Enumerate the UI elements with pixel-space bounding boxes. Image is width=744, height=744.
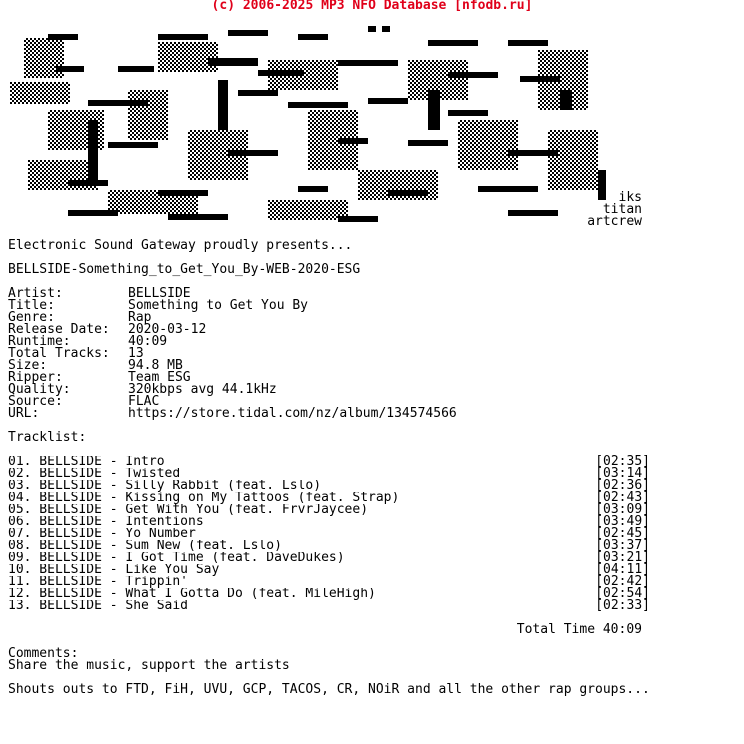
track-time: [02:33]	[595, 598, 650, 613]
track-name: 07. BELLSIDE - Yo Number	[8, 528, 196, 540]
info-label: Ripper:	[8, 370, 63, 385]
track-time: [04:11]	[595, 562, 650, 577]
info-label: Runtime:	[8, 334, 71, 349]
credit-line: titan	[602, 202, 642, 217]
info-label: Title:	[8, 298, 55, 313]
credit-line: iks	[618, 190, 642, 205]
info-row	[8, 372, 738, 384]
track-time: [02:43]	[595, 490, 650, 505]
track-time: [02:54]	[595, 586, 650, 601]
track-time: [02:35]	[595, 454, 650, 469]
release-name: BELLSIDE-Something_to_Get_You_By-WEB-2020-ESG	[8, 262, 361, 277]
info-row	[8, 288, 738, 300]
info-value: 94.8 MB	[128, 358, 183, 373]
track-name: 13. BELLSIDE - She Said	[8, 600, 189, 612]
nfodb-header: (c) 2006-2025 MP3 NFO Database [nfodb.ru]	[211, 0, 533, 13]
info-value: Rap	[128, 310, 152, 325]
shouts-text: Shouts outs to FTD, FiH, UVU, GCP, TACOS, CR, NOiR and all the other rap groups...	[8, 682, 650, 697]
track-name: 01. BELLSIDE - Intro	[8, 456, 165, 468]
info-value: 2020-03-12	[128, 322, 207, 337]
info-row	[8, 300, 738, 312]
nfo-text	[8, 240, 738, 696]
info-value: Team ESG	[128, 370, 191, 385]
track-time: [03:14]	[595, 466, 650, 481]
intro-line: Electronic Sound Gateway proudly presents...	[8, 238, 353, 253]
track-name: 05. BELLSIDE - Get With You (feat. FrvrJaycee)	[8, 504, 369, 516]
info-label: Genre:	[8, 310, 55, 325]
info-row	[8, 348, 738, 360]
tracklist	[8, 456, 738, 612]
track-time: [03:09]	[595, 502, 650, 517]
track-name: 03. BELLSIDE - Silly Rabbit (feat. Lslo)	[8, 480, 322, 492]
tracklist-label: Tracklist:	[8, 430, 87, 445]
comments-label: Comments:	[8, 646, 79, 661]
total-time: Total Time 40:09	[516, 622, 642, 637]
info-value: FLAC	[128, 394, 160, 409]
info-row	[8, 384, 738, 396]
info-label: Release Date:	[8, 322, 110, 337]
info-label: URL:	[8, 406, 40, 421]
info-value: 40:09	[128, 334, 168, 349]
track-name: 04. BELLSIDE - Kissing on My Tattoos (feat. Strap)	[8, 492, 400, 504]
info-label: Artist:	[8, 286, 63, 301]
track-name: 11. BELLSIDE - Trippin'	[8, 576, 189, 588]
track-row	[8, 600, 738, 612]
info-value: BELLSIDE	[128, 286, 191, 301]
info-label: Total Tracks:	[8, 346, 110, 361]
track-time: [02:36]	[595, 478, 650, 493]
track-time: [02:42]	[595, 574, 650, 589]
info-label: Size:	[8, 358, 48, 373]
info-row	[8, 360, 738, 372]
comments-text: Share the music, support the artists	[8, 658, 290, 673]
info-row	[8, 324, 738, 336]
info-label: Quality:	[8, 382, 71, 397]
info-value: Something to Get You By	[128, 298, 309, 313]
info-row	[8, 336, 738, 348]
info-row	[8, 312, 738, 324]
track-name: 02. BELLSIDE - Twisted	[8, 468, 181, 480]
track-name: 12. BELLSIDE - What I Gotta Do (feat. MileHigh)	[8, 588, 376, 600]
credit-line: artcrew	[587, 214, 642, 229]
track-name: 09. BELLSIDE - I Got Time (feat. DaveDukes)	[8, 552, 345, 564]
track-time: [02:45]	[595, 526, 650, 541]
track-name: 10. BELLSIDE - Like You Say	[8, 564, 220, 576]
info-value: 13	[128, 346, 144, 361]
track-name: 06. BELLSIDE - Intentions	[8, 516, 204, 528]
info-value: 320kbps avg 44.1kHz	[128, 382, 277, 397]
ascii-art-logo	[8, 20, 608, 230]
release-info	[8, 288, 738, 420]
track-time: [03:37]	[595, 538, 650, 553]
art-credits	[560, 192, 642, 228]
url-value[interactable]: https://store.tidal.com/nz/album/134574566	[128, 406, 457, 421]
info-label: Source:	[8, 394, 63, 409]
track-name: 08. BELLSIDE - Sum New (feat. Lslo)	[8, 540, 282, 552]
track-time: [03:21]	[595, 550, 650, 565]
info-row	[8, 408, 738, 420]
track-time: [03:49]	[595, 514, 650, 529]
